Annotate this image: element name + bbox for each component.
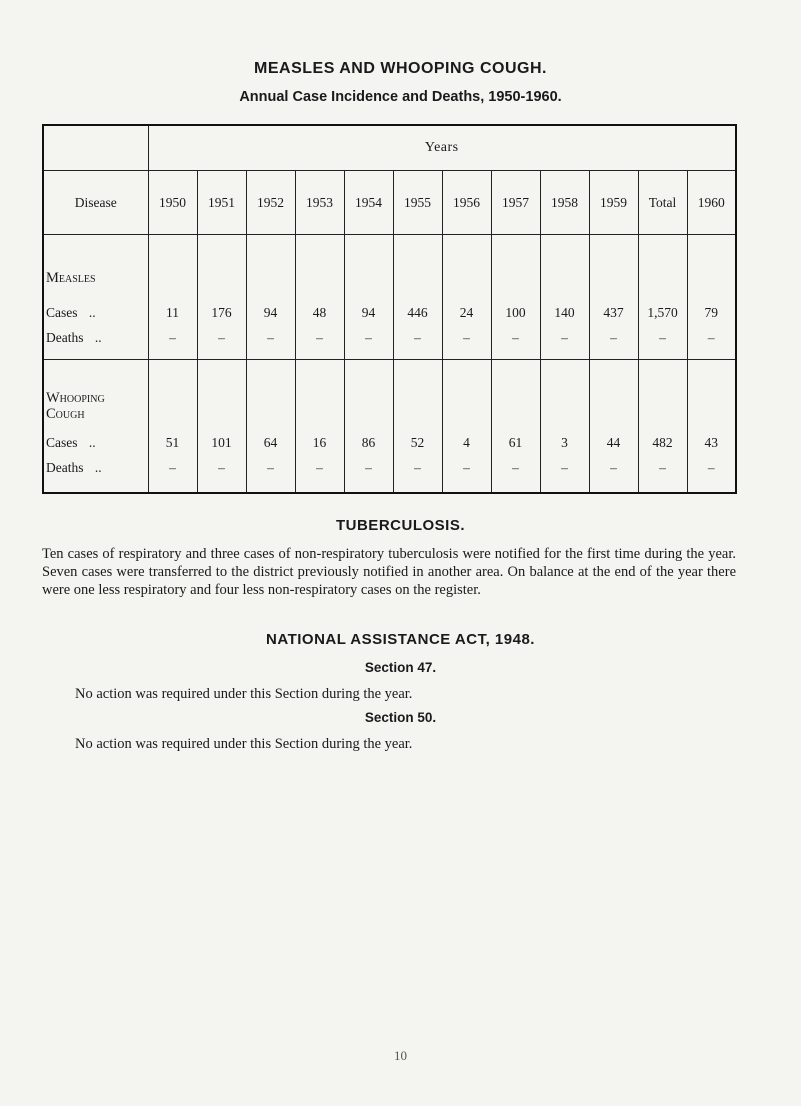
column-header: 1958 bbox=[540, 171, 589, 235]
years-header-row bbox=[43, 125, 736, 171]
disease-header: Disease bbox=[43, 171, 148, 235]
row-label-text: Deaths bbox=[46, 460, 84, 476]
cell-value: 482 bbox=[652, 435, 673, 451]
cell-value: 3 bbox=[561, 435, 568, 451]
cell-value: – bbox=[365, 460, 372, 476]
column-header: 1954 bbox=[344, 171, 393, 235]
row-label-dots: .. bbox=[94, 330, 102, 345]
cell-value: 101 bbox=[211, 435, 232, 451]
column-header: 1957 bbox=[491, 171, 540, 235]
national-assistance-title: NATIONAL ASSISTANCE ACT, 1948. bbox=[266, 631, 535, 648]
value-cell bbox=[393, 360, 442, 493]
page-title: MEASLES AND WHOOPING COUGH. bbox=[254, 60, 547, 77]
value-cell bbox=[344, 360, 393, 493]
cell-value: – bbox=[512, 460, 519, 476]
cell-value: 52 bbox=[410, 435, 425, 451]
column-header-row bbox=[43, 171, 736, 235]
section-47-text: No action was required under this Section during the year. bbox=[75, 686, 413, 702]
cell-value: – bbox=[610, 330, 617, 345]
page-subtitle: Annual Case Incidence and Deaths, 1950-1960. bbox=[239, 89, 562, 105]
value-cell bbox=[687, 360, 736, 493]
cell-value: – bbox=[610, 460, 617, 476]
column-header: 1959 bbox=[589, 171, 638, 235]
incidence-table bbox=[42, 124, 737, 494]
cell-value: – bbox=[316, 460, 323, 476]
value-cell bbox=[638, 235, 687, 360]
cell-value: – bbox=[414, 460, 421, 476]
row-label-dots: .. bbox=[88, 305, 96, 320]
row-label-text: Cases bbox=[46, 435, 78, 451]
value-cell bbox=[540, 235, 589, 360]
value-cell bbox=[589, 235, 638, 360]
cell-value: 11 bbox=[166, 305, 179, 320]
tuberculosis-paragraph: Ten cases of respiratory and three cases of non-respiratory tuberculosis were notified for the first time during the year. Seven cases were transferred to the district previously notified in another area. On balance at the end of the year there were one less respiratory and four less non-respiratory cases on the register. bbox=[42, 546, 736, 598]
section-50-heading: Section 50. bbox=[364, 710, 437, 725]
row-label-dots: .. bbox=[88, 435, 96, 451]
column-header: 1955 bbox=[393, 171, 442, 235]
disease-name: Whooping bbox=[46, 390, 105, 407]
value-cell bbox=[197, 360, 246, 493]
disease-group-row bbox=[43, 360, 736, 493]
cell-value: 16 bbox=[312, 435, 327, 451]
cell-value: – bbox=[707, 460, 715, 476]
cell-value: 446 bbox=[407, 305, 428, 320]
cell-value: – bbox=[707, 330, 715, 345]
disease-label-cell bbox=[43, 360, 148, 493]
value-cell bbox=[491, 360, 540, 493]
section-50-text: No action was required under this Section during the year. bbox=[75, 736, 413, 752]
row-label bbox=[46, 325, 148, 350]
column-header: 1953 bbox=[295, 171, 344, 235]
cell-value: 94 bbox=[263, 305, 278, 320]
cell-value: – bbox=[267, 330, 274, 345]
row-label-dots: .. bbox=[94, 460, 102, 476]
column-header: Total bbox=[638, 171, 687, 235]
value-cell bbox=[148, 235, 197, 360]
cell-value: 79 bbox=[704, 305, 718, 320]
column-header: 1951 bbox=[197, 171, 246, 235]
cell-value: 437 bbox=[603, 305, 624, 320]
cell-value: – bbox=[169, 330, 176, 345]
table-body bbox=[43, 125, 736, 493]
value-cell bbox=[442, 235, 491, 360]
value-cell bbox=[393, 235, 442, 360]
column-header: 1950 bbox=[148, 171, 197, 235]
cell-value: – bbox=[561, 330, 568, 345]
value-cell bbox=[197, 235, 246, 360]
cell-value: – bbox=[561, 460, 568, 476]
row-label-text: Cases bbox=[46, 305, 78, 320]
value-cell bbox=[491, 235, 540, 360]
cell-value: – bbox=[267, 460, 274, 476]
cell-value: 1,570 bbox=[647, 305, 678, 320]
value-cell bbox=[344, 235, 393, 360]
column-header: 1960 bbox=[687, 171, 736, 235]
empty-corner-cell bbox=[43, 125, 148, 171]
value-cell bbox=[246, 235, 295, 360]
value-cell bbox=[540, 360, 589, 493]
cell-value: 176 bbox=[211, 305, 232, 320]
value-cell bbox=[295, 360, 344, 493]
page-number: 10 bbox=[394, 1048, 407, 1063]
disease-name: Measles bbox=[46, 270, 96, 286]
column-header: 1952 bbox=[246, 171, 295, 235]
value-cell bbox=[246, 360, 295, 493]
cell-value: – bbox=[512, 330, 519, 345]
cell-value: – bbox=[414, 330, 421, 345]
cell-value: – bbox=[463, 330, 470, 345]
row-label-text: Deaths bbox=[46, 330, 84, 345]
disease-label-cell bbox=[43, 235, 148, 360]
value-cell bbox=[638, 360, 687, 493]
tuberculosis-title: TUBERCULOSIS. bbox=[335, 517, 465, 534]
row-label bbox=[46, 430, 148, 455]
cell-value: – bbox=[169, 460, 176, 476]
cell-value: 140 bbox=[554, 305, 575, 320]
cell-value: – bbox=[316, 330, 323, 345]
value-cell bbox=[295, 235, 344, 360]
cell-value: 61 bbox=[508, 435, 523, 451]
value-cell bbox=[687, 235, 736, 360]
cell-value: – bbox=[659, 460, 666, 476]
cell-value: – bbox=[218, 330, 225, 345]
disease-group-row bbox=[43, 235, 736, 360]
disease-name: Cough bbox=[46, 406, 85, 423]
cell-value: 48 bbox=[312, 305, 327, 320]
years-header: Years bbox=[148, 125, 736, 171]
value-cell bbox=[589, 360, 638, 493]
column-header: 1956 bbox=[442, 171, 491, 235]
row-label bbox=[46, 300, 148, 325]
cell-value: 24 bbox=[459, 305, 474, 320]
cell-value: 64 bbox=[263, 435, 278, 451]
cell-value: 100 bbox=[505, 305, 526, 320]
cell-value: 44 bbox=[606, 435, 621, 451]
section-47-heading: Section 47. bbox=[364, 660, 437, 675]
cell-value: – bbox=[218, 460, 225, 476]
cell-value: – bbox=[659, 330, 666, 345]
value-cell bbox=[148, 360, 197, 493]
cell-value: – bbox=[463, 460, 470, 476]
cell-value: 86 bbox=[361, 435, 376, 451]
cell-value: 43 bbox=[704, 435, 718, 451]
row-label bbox=[46, 455, 148, 480]
value-cell bbox=[442, 360, 491, 493]
cell-value: 51 bbox=[165, 435, 180, 451]
cell-value: – bbox=[365, 330, 372, 345]
cell-value: 94 bbox=[361, 305, 376, 320]
cell-value: 4 bbox=[463, 435, 470, 451]
